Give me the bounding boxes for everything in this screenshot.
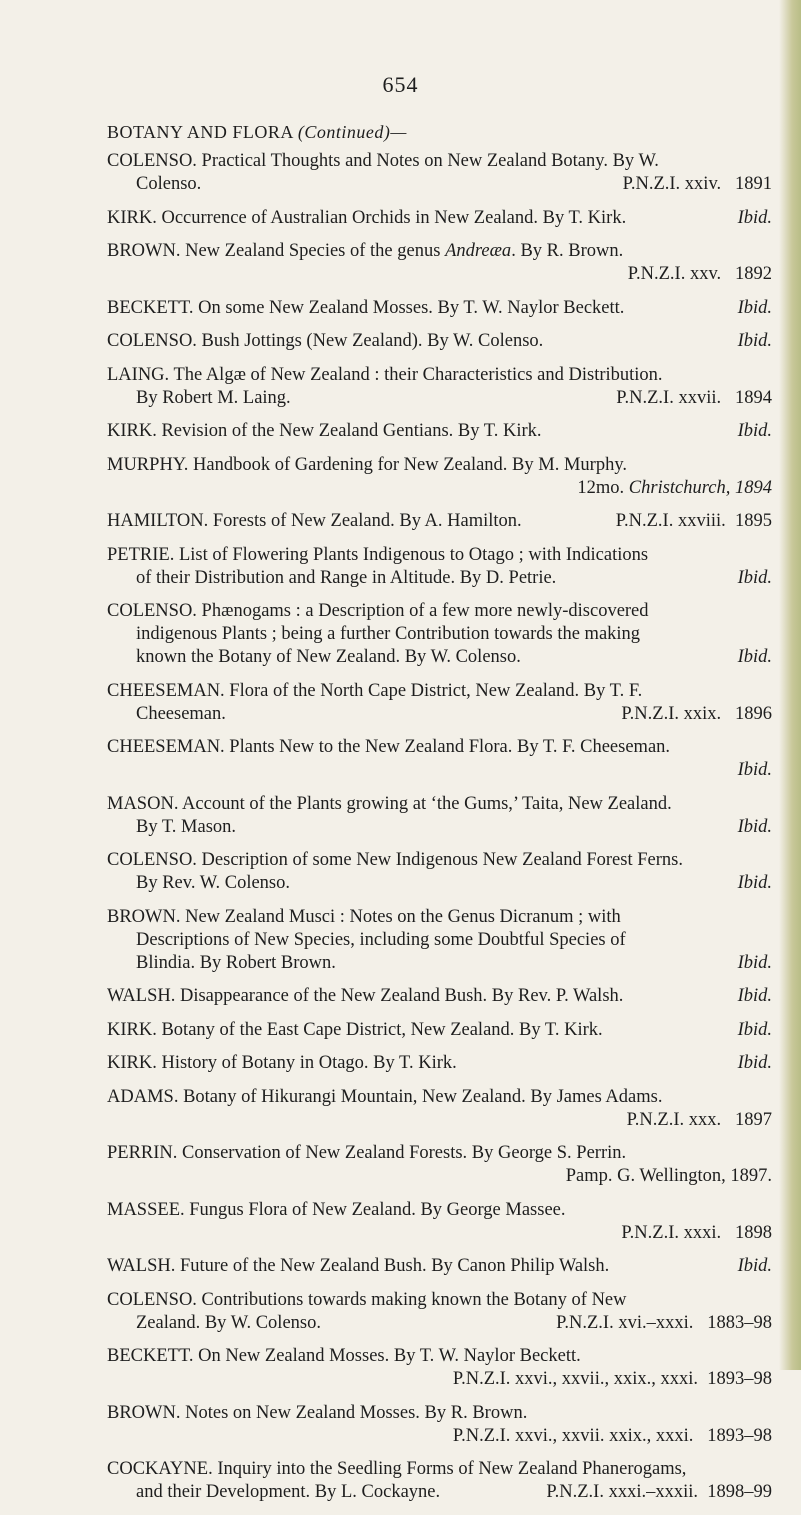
entry-line: of their Distribution and Range in Altitude. By D. Petrie. <box>136 567 557 588</box>
genus-name: Andreæa <box>445 241 512 261</box>
entry-petrie-otago <box>107 544 772 590</box>
entry-hamilton-forests <box>107 510 772 533</box>
entry-line: 12mo. <box>577 477 625 498</box>
entry-perrin-conservation <box>107 1142 772 1188</box>
entry-reference: P.N.Z.I. xxix. 1896 <box>621 703 772 724</box>
section-continued: (Continued)— <box>297 122 407 142</box>
entry-reference: P.N.Z.I. xxvi., xxvii. xxix., xxxi. 1893–98 <box>452 1425 772 1446</box>
entry-line: ADAMS. Botany of Hikurangi Mountain, New Zealand. By James Adams. <box>107 1086 663 1107</box>
entry-line: and their Development. By L. Cockayne. <box>136 1482 441 1502</box>
entry-reference: Ibid. <box>737 873 772 893</box>
entry-reference: Pamp. G. Wellington, 1897. <box>565 1166 772 1186</box>
entry-line: CHEESEMAN. Flora of the North Cape District, New Zealand. By T. F. <box>107 680 643 701</box>
page-number: 654 <box>382 72 419 97</box>
entry-reference: Ibid. <box>737 297 772 318</box>
entry-line: By Rev. W. Colenso. <box>136 873 291 893</box>
entry-line: COLENSO. Phænogams : a Description of a few more newly-discovered <box>107 601 649 621</box>
entry-line: COLENSO. Description of some New Indigenous New Zealand Forest Ferns. <box>107 850 683 870</box>
entry-colenso-practical-thoughts <box>107 150 772 196</box>
entry-kirk-orchids <box>107 207 772 230</box>
entry-line: Colenso. <box>136 174 202 194</box>
entry-reference: Ibid. <box>737 331 772 351</box>
entry-reference: Ibid. <box>737 207 772 228</box>
entry-laing-algae <box>107 364 772 410</box>
entry-line: MURPHY. Handbook of Gardening for New Zealand. By M. Murphy. <box>107 454 627 475</box>
entry-line: WALSH. Future of the New Zealand Bush. By Canon Philip Walsh. <box>107 1256 610 1276</box>
entry-reference: P.N.Z.I. xxx. 1897 <box>626 1109 772 1130</box>
entry-line: LAING. The Algæ of New Zealand : their Characteristics and Distribution. <box>107 364 663 385</box>
entry-reference: P.N.Z.I. xvi.–xxxi. 1883–98 <box>556 1312 772 1333</box>
entry-reference: P.N.Z.I. xxvi., xxvii., xxix., xxxi. 1893–98 <box>452 1369 772 1389</box>
entry-walsh-future <box>107 1255 772 1278</box>
entry-reference: P.N.Z.I. xxviii. 1895 <box>615 511 772 531</box>
entry-line: Descriptions of New Species, including some Doubtful Species of <box>136 929 626 950</box>
page-edge <box>779 0 801 1370</box>
entry-reference: Ibid. <box>737 952 772 973</box>
entry-line: Blindia. By Robert Brown. <box>136 952 336 973</box>
entry-line: COLENSO. Practical Thoughts and Notes on New Zealand Botany. By W. <box>107 151 659 171</box>
entry-line: CHEESEMAN. Plants New to the New Zealand Flora. By T. F. Cheeseman. <box>107 737 671 757</box>
entry-line: BROWN. Notes on New Zealand Mosses. By R. Brown. <box>107 1402 528 1423</box>
entry-colenso-phaenogams <box>107 600 772 669</box>
entry-line: indigenous Plants ; being a further Contribution towards the making <box>136 624 641 644</box>
entry-line: By T. Mason. <box>136 816 237 837</box>
entry-reference: Ibid. <box>737 1256 772 1276</box>
entry-colenso-forest-ferns <box>107 849 772 895</box>
entry-cheeseman-north-cape <box>107 680 772 726</box>
entry-line: Cheeseman. <box>136 703 226 724</box>
bibliography-list <box>107 150 772 1515</box>
entry-beckett-mosses <box>107 297 772 320</box>
entry-kirk-east-cape <box>107 1019 772 1042</box>
entry-reference: P.N.Z.I. xxvii. 1894 <box>616 387 772 408</box>
section-title: BOTANY AND FLORA <box>107 122 293 142</box>
entry-reference: P.N.Z.I. xxxi. 1898 <box>621 1222 772 1243</box>
entry-colenso-bush-jottings <box>107 330 772 353</box>
entry-line: COCKAYNE. Inquiry into the Seedling Forms of New Zealand Phanerogams, <box>107 1459 687 1479</box>
entry-cheeseman-plants-new <box>107 736 772 782</box>
entry-line: BROWN. New Zealand Species of the genus <box>107 241 446 261</box>
entry-cockayne-seedling-forms <box>107 1458 772 1504</box>
entry-reference: Ibid. <box>737 1019 772 1040</box>
entry-kirk-gentians <box>107 420 772 443</box>
entry-line: KIRK. Botany of the East Cape District, New Zealand. By T. Kirk. <box>107 1019 603 1040</box>
entry-line: WALSH. Disappearance of the New Zealand Bush. By Rev. P. Walsh. <box>107 986 624 1006</box>
entry-line: HAMILTON. Forests of New Zealand. By A. Hamilton. <box>107 511 522 531</box>
entry-line: KIRK. History of Botany in Otago. By T. Kirk. <box>107 1053 457 1073</box>
entry-beckett-nz-mosses <box>107 1345 772 1391</box>
entry-reference: Ibid. <box>737 760 772 780</box>
entry-brown-notes-mosses <box>107 1402 772 1448</box>
entry-line: COLENSO. Contributions towards making known the Botany of New <box>107 1289 627 1310</box>
entry-reference: Ibid. <box>737 647 772 667</box>
entry-massee-fungus <box>107 1199 772 1245</box>
entry-line: BECKETT. On New Zealand Mosses. By T. W. Naylor Beckett. <box>107 1346 581 1366</box>
entry-murphy-gardening <box>107 454 772 500</box>
entry-line: known the Botany of New Zealand. By W. Colenso. <box>136 647 521 667</box>
entry-line: KIRK. Revision of the New Zealand Gentians. By T. Kirk. <box>107 421 542 441</box>
entry-line: KIRK. Occurrence of Australian Orchids in New Zealand. By T. Kirk. <box>107 207 627 228</box>
entry-mason-gums-taita <box>107 793 772 839</box>
entry-brown-musci <box>107 906 772 975</box>
entry-line: PETRIE. List of Flowering Plants Indigenous to Otago ; with Indications <box>107 544 649 565</box>
entry-line: BROWN. New Zealand Musci : Notes on the Genus Dicranum ; with <box>107 906 621 927</box>
entry-line: By Robert M. Laing. <box>136 387 291 408</box>
entry-reference: Ibid. <box>737 421 772 441</box>
entry-line: COLENSO. Bush Jottings (New Zealand). By W. Colenso. <box>107 331 544 351</box>
entry-reference: P.N.Z.I. xxv. 1892 <box>627 264 772 284</box>
entry-adams-hikurangi <box>107 1086 772 1132</box>
entry-reference: Ibid. <box>737 986 772 1006</box>
entry-line: MASON. Account of the Plants growing at ‘the Gums,’ Taita, New Zealand. <box>107 793 672 814</box>
entry-brown-andreaea <box>107 240 772 286</box>
entry-reference: P.N.Z.I. xxiv. 1891 <box>622 174 772 194</box>
entry-reference: Ibid. <box>737 816 772 837</box>
entry-line: PERRIN. Conservation of New Zealand Forests. By George S. Perrin. <box>107 1143 627 1163</box>
entry-reference: Ibid. <box>737 567 772 588</box>
entry-walsh-disappearance <box>107 985 772 1008</box>
entry-line: MASSEE. Fungus Flora of New Zealand. By George Massee. <box>107 1199 566 1220</box>
section-heading <box>107 122 407 143</box>
entry-reference: P.N.Z.I. xxxi.–xxxii. 1898–99 <box>546 1482 772 1502</box>
entry-reference: Christchurch, 1894 <box>628 477 772 498</box>
entry-reference: Ibid. <box>737 1053 772 1073</box>
entry-colenso-contributions <box>107 1289 772 1335</box>
entry-line: BECKETT. On some New Zealand Mosses. By T. W. Naylor Beckett. <box>107 297 625 318</box>
entry-line: . By R. Brown. <box>511 241 624 261</box>
entry-line: Zealand. By W. Colenso. <box>136 1312 321 1333</box>
entry-kirk-history-otago <box>107 1052 772 1075</box>
